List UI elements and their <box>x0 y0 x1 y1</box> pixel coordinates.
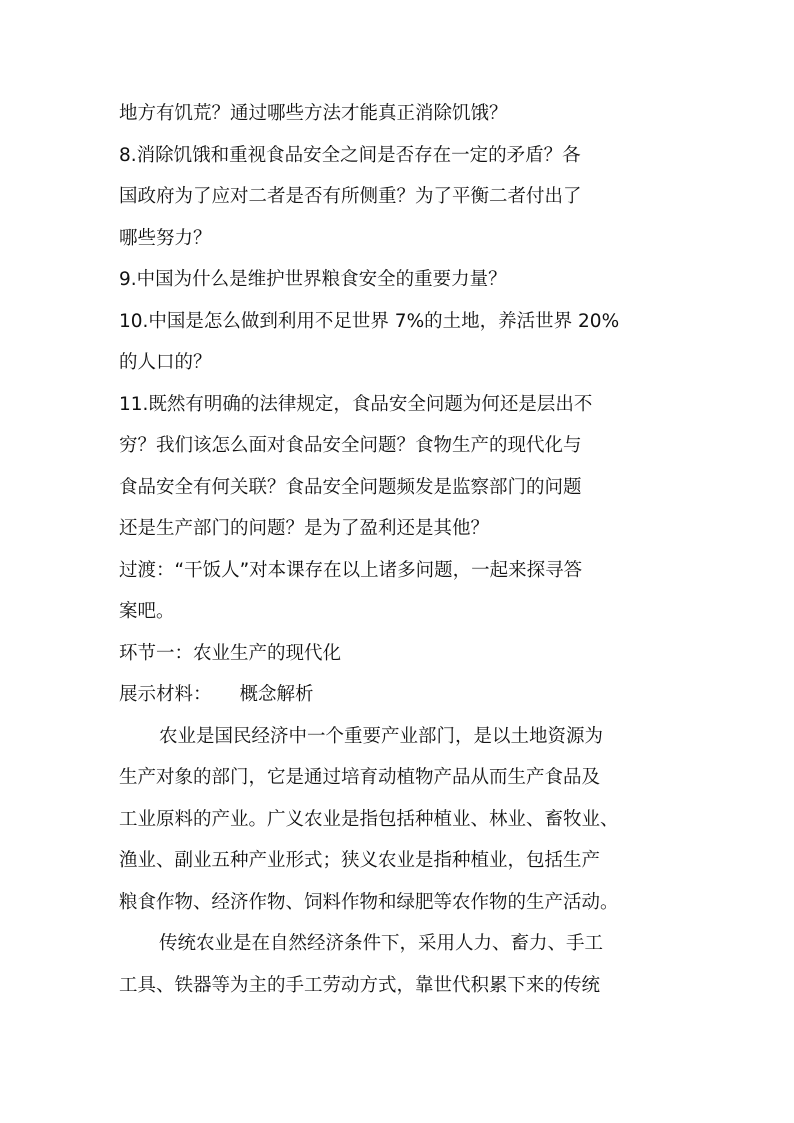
paragraph-line: 农业是国民经济中一个重要产业部门，是以土地资源为 <box>159 725 604 747</box>
material-heading <box>119 681 679 708</box>
material-title: 概念解析 <box>239 684 314 705</box>
text-line: 国政府为了应对二者是否有所侧重？为了平衡二者付出了 <box>119 186 582 207</box>
paragraph-line: 生产对象的部门，它是通过培育动植物产品从而生产食品及 <box>119 767 601 788</box>
section-heading: 环节一：农业生产的现代化 <box>119 642 342 664</box>
text-line: 案吧。 <box>119 601 175 622</box>
paragraph-line: 工业原料的产业。广义农业是指包括种植业、林业、畜牧业、 <box>119 808 619 830</box>
question-8-line: 8.消除饥饿和重视食品安全之间是否存在一定的矛盾？各 <box>119 144 581 166</box>
paragraph-line: 工具、铁器等为主的手工劳动方式，靠世代积累下来的传统 <box>119 974 601 996</box>
text-line: 地方有饥荒？通过哪些方法才能真正消除饥饿？ <box>119 103 508 124</box>
text-line: 哪些努力？ <box>119 227 212 249</box>
transition-line: 过渡：“干饭人”对本课存在以上诸多问题，一起来探寻答 <box>119 559 583 581</box>
text-line: 的人口的？ <box>119 352 212 373</box>
text-line: 还是生产部门的问题？是为了盈利还是其他？ <box>119 518 490 539</box>
paragraph-line: 传统农业是在自然经济条件下，采用人力、畜力、手工 <box>159 933 604 954</box>
document-body <box>119 100 679 1013</box>
text-line: 穷？我们该怎么面对食品安全问题？食物生产的现代化与 <box>119 435 582 456</box>
paragraph-line: 粮食作物、经济作物、饲料作物和绿肥等农作物的生产活动。 <box>119 891 619 913</box>
text-line: 食品安全有何关联？食品安全问题频发是监察部门的问题 <box>119 476 582 498</box>
material-label: 展示材料： <box>119 684 212 705</box>
paragraph-line: 渔业、副业五种产业形式；狭义农业是指种植业，包括生产 <box>119 850 601 871</box>
question-11-line: 11.既然有明确的法律规定，食品安全问题为何还是层出不 <box>119 393 593 415</box>
question-9-line: 9.中国为什么是维护世界粮食安全的重要力量？ <box>119 269 507 290</box>
question-10-line: 10.中国是怎么做到利用不足世界 7%的土地，养活世界 20% <box>119 310 620 332</box>
